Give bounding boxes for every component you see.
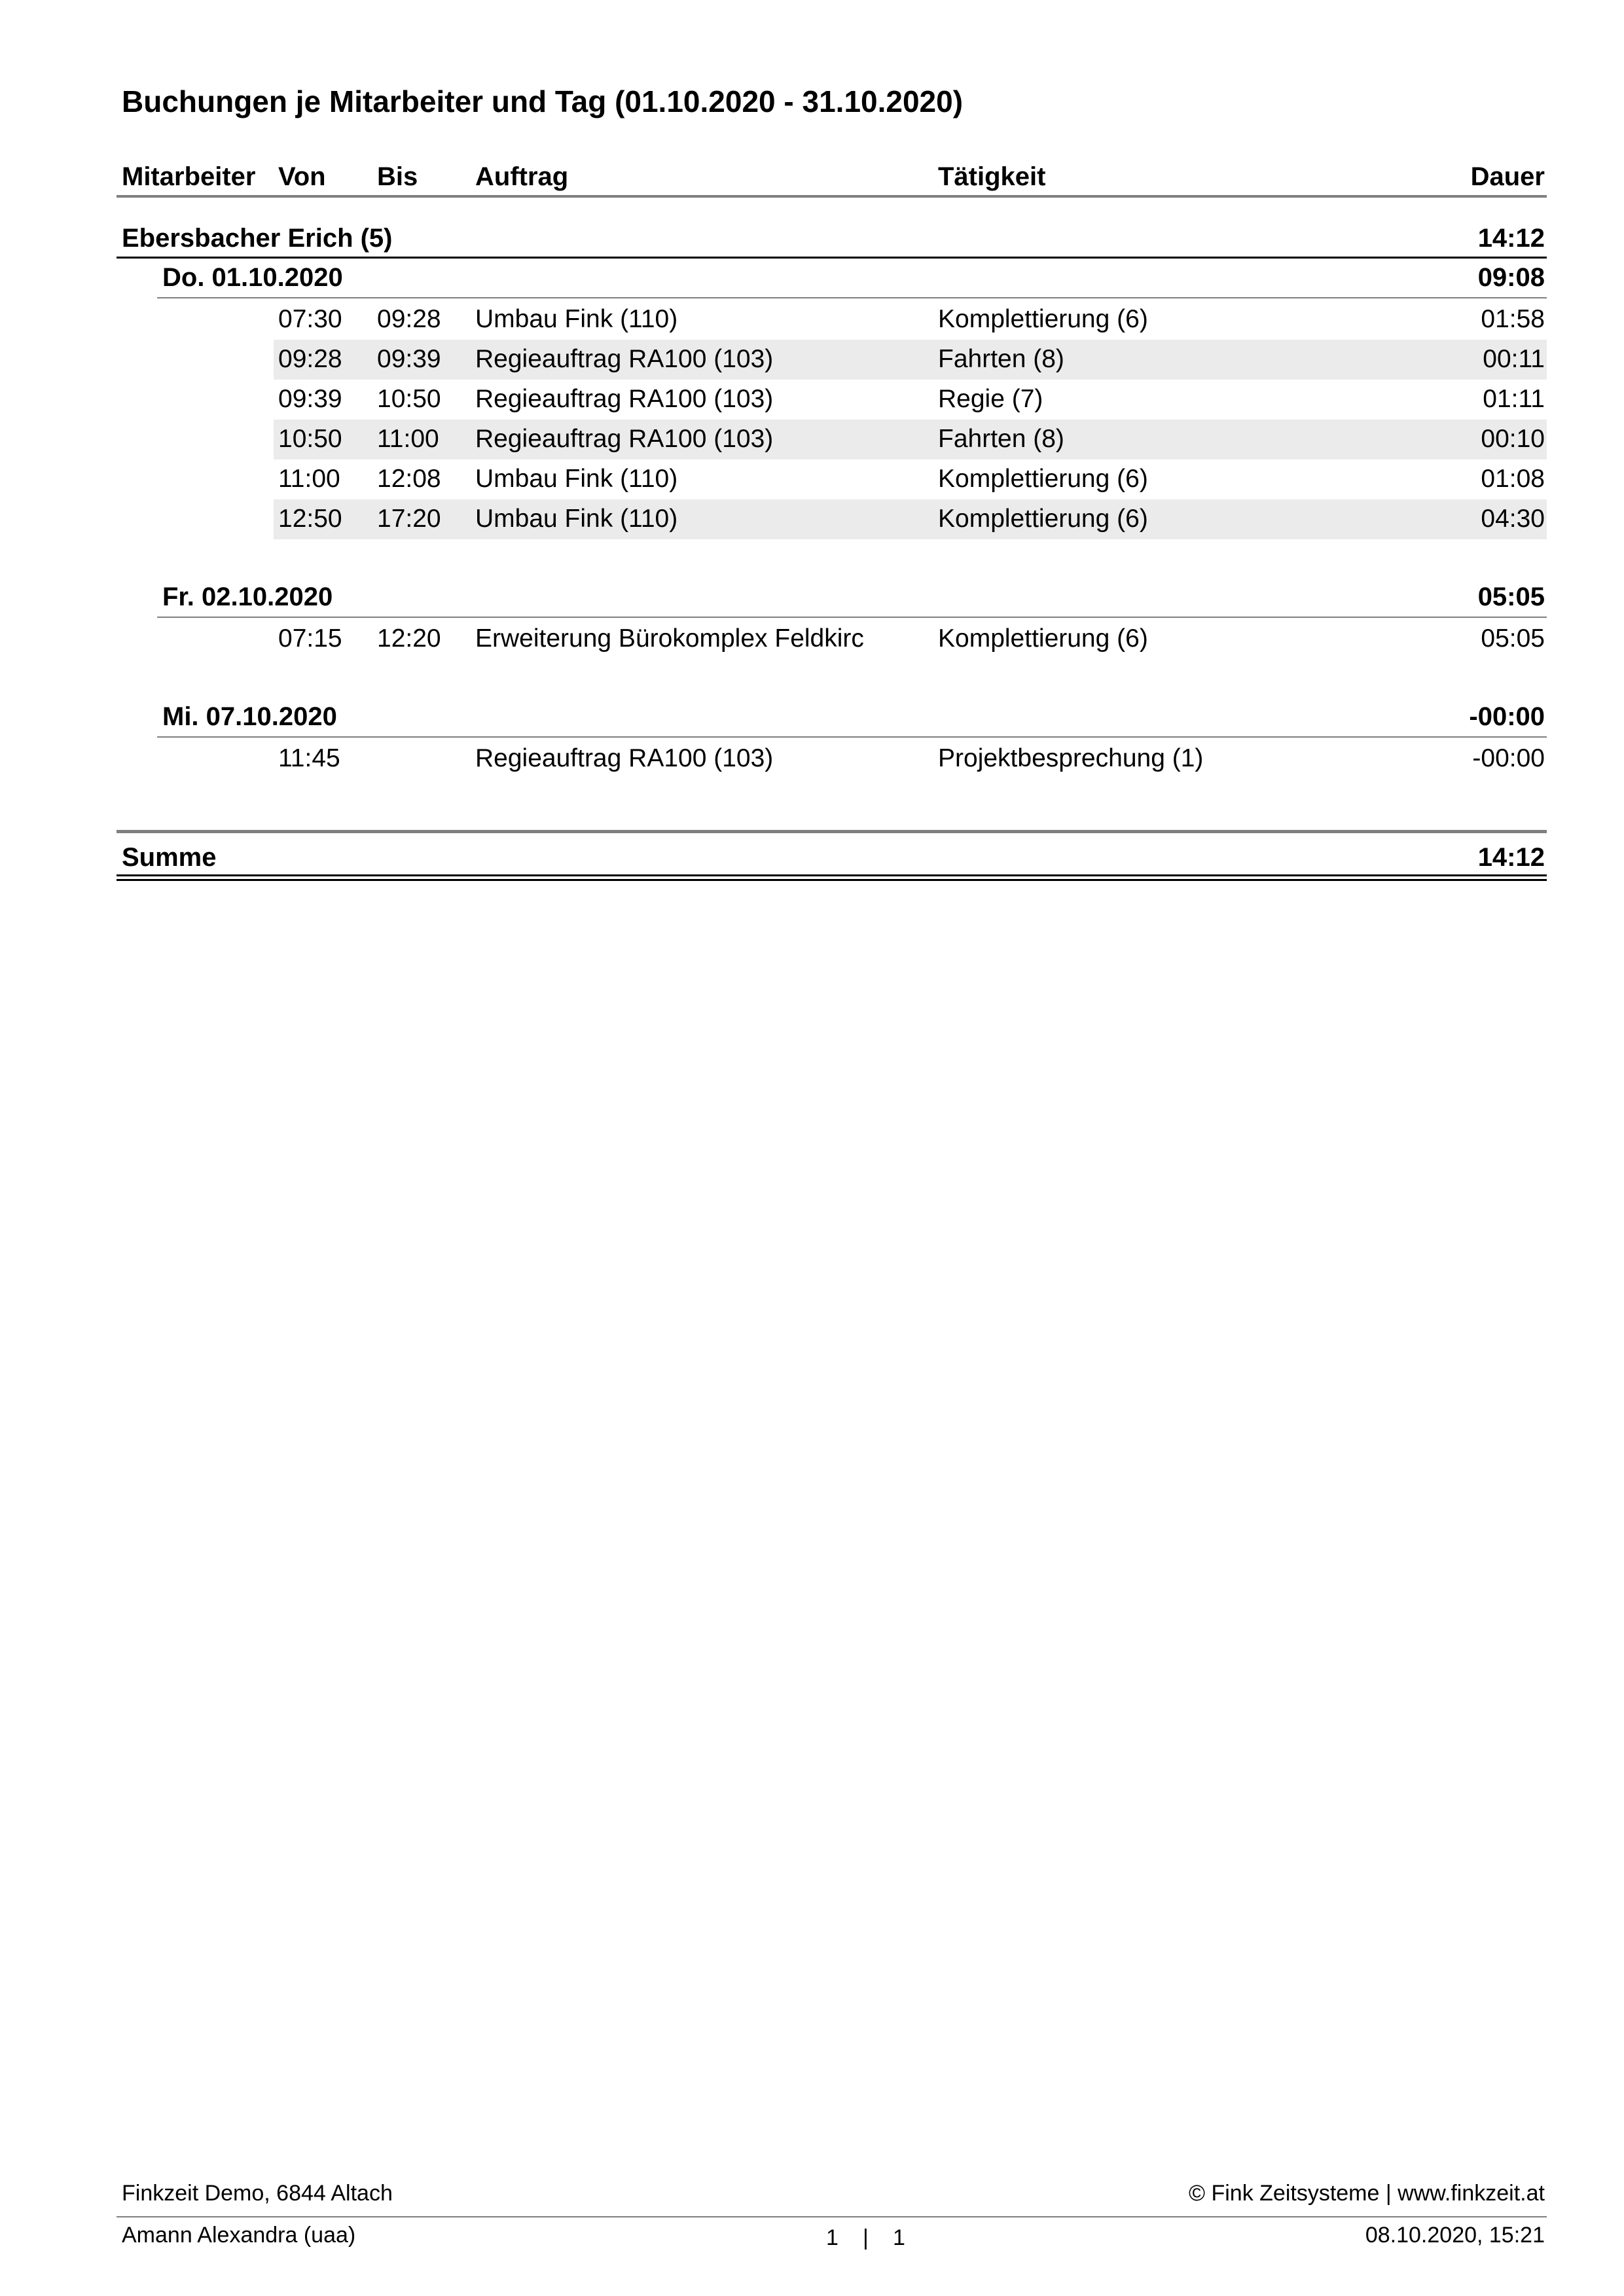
cell-auftrag: Umbau Fink (110) [475,465,678,493]
col-header-mitarbeiter: Mitarbeiter [122,162,256,191]
cell-taetigkeit: Komplettierung (6) [938,624,1148,653]
summary-double-rule-1 [117,874,1547,876]
footer-user: Amann Alexandra (uaa) [122,2223,356,2248]
cell-bis: 12:20 [377,624,441,653]
cell-taetigkeit: Projektbesprechung (1) [938,744,1204,772]
cell-dauer: 04:30 [1481,505,1545,533]
summary-top-rule [117,830,1547,833]
col-header-taetigkeit: Tätigkeit [938,162,1046,191]
footer-page-current: 1 [826,2225,839,2250]
cell-dauer: -00:00 [1472,744,1545,772]
cell-bis: 17:20 [377,505,441,533]
cell-bis: 10:50 [377,385,441,413]
col-header-bis: Bis [377,162,418,191]
day-total: 05:05 [1477,583,1545,611]
cell-auftrag: Umbau Fink (110) [475,305,678,333]
cell-von: 07:15 [278,624,342,653]
cell-bis: 09:28 [377,305,441,333]
cell-taetigkeit: Fahrten (8) [938,345,1064,373]
header-rule [117,195,1547,198]
cell-bis: 09:39 [377,345,441,373]
summary-total: 14:12 [1477,843,1545,872]
cell-bis: 12:08 [377,465,441,493]
cell-von: 09:39 [278,385,342,413]
day-rule [157,297,1547,298]
cell-auftrag: Regieauftrag RA100 (103) [475,385,774,413]
col-header-dauer: Dauer [1470,162,1545,191]
footer-page-total: 1 [893,2225,905,2250]
cell-von: 11:00 [278,465,340,493]
day-label: Fr. 02.10.2020 [162,583,333,611]
employee-name: Ebersbacher Erich (5) [122,224,393,253]
col-header-auftrag: Auftrag [475,162,569,191]
cell-dauer: 00:11 [1483,345,1545,373]
cell-auftrag: Erweiterung Bürokomplex Feldkirc [475,624,864,653]
cell-auftrag: Regieauftrag RA100 (103) [475,345,774,373]
summary-label: Summe [122,843,217,872]
cell-taetigkeit: Fahrten (8) [938,425,1064,453]
day-label: Do. 01.10.2020 [162,263,343,292]
cell-von: 07:30 [278,305,342,333]
cell-taetigkeit: Regie (7) [938,385,1043,413]
cell-von: 10:50 [278,425,342,453]
footer-page-separator: | [863,2225,869,2250]
cell-von: 11:45 [278,744,340,772]
day-rule [157,736,1547,738]
cell-dauer: 01:08 [1481,465,1545,493]
footer-company: Finkzeit Demo, 6844 Altach [122,2181,393,2206]
cell-dauer: 05:05 [1481,624,1545,653]
cell-bis: 11:00 [377,425,439,453]
cell-auftrag: Umbau Fink (110) [475,505,678,533]
day-total: -00:00 [1469,702,1545,731]
employee-total: 14:12 [1477,224,1545,253]
day-label: Mi. 07.10.2020 [162,702,337,731]
cell-von: 09:28 [278,345,342,373]
cell-dauer: 01:11 [1483,385,1545,413]
cell-auftrag: Regieauftrag RA100 (103) [475,744,774,772]
footer-printed: 08.10.2020, 15:21 [1365,2223,1545,2248]
cell-taetigkeit: Komplettierung (6) [938,465,1148,493]
footer-copyright: © Fink Zeitsysteme | www.finkzeit.at [1188,2181,1545,2206]
report-title: Buchungen je Mitarbeiter und Tag (01.10.2020 - 31.10.2020) [122,84,964,118]
footer-rule [117,2216,1547,2217]
cell-dauer: 01:58 [1481,305,1545,333]
cell-dauer: 00:10 [1481,425,1545,453]
cell-von: 12:50 [278,505,342,533]
summary-double-rule-2 [117,879,1547,881]
day-total: 09:08 [1477,263,1545,292]
cell-auftrag: Regieauftrag RA100 (103) [475,425,774,453]
cell-taetigkeit: Komplettierung (6) [938,305,1148,333]
col-header-von: Von [278,162,326,191]
day-rule [157,617,1547,618]
cell-taetigkeit: Komplettierung (6) [938,505,1148,533]
